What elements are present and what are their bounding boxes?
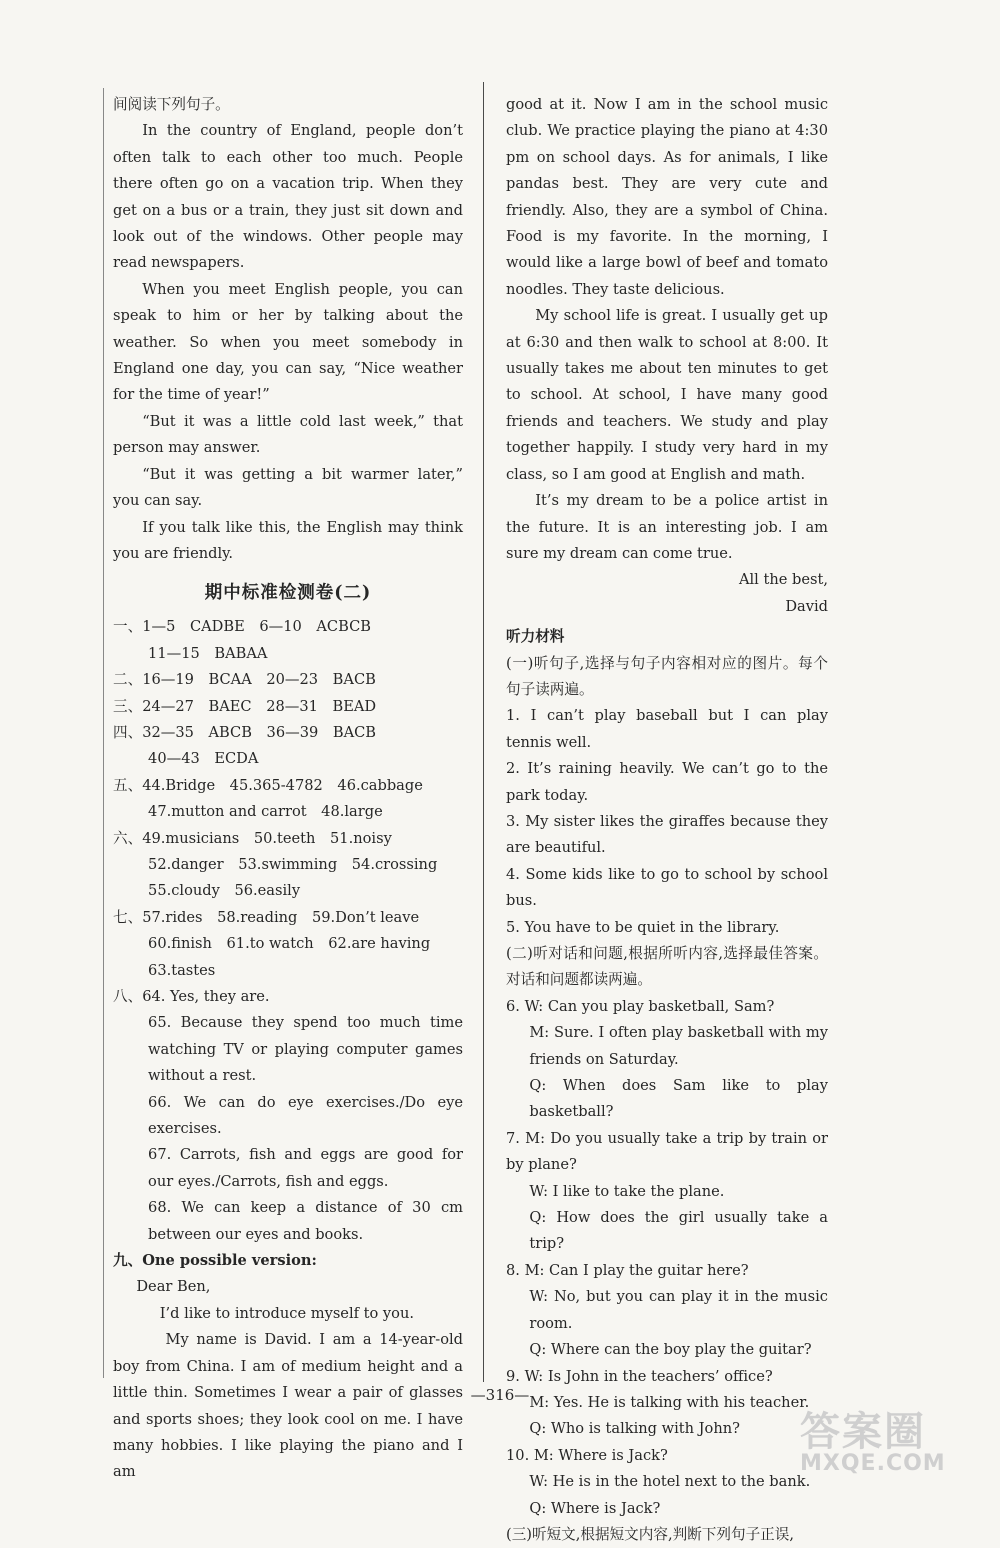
answer-line: 一、1—5 CADBE 6—10 ACBCB [113,618,371,636]
dialogue-line: W: No, but you can play it in the music room. [529,1288,828,1332]
intro-line: 间阅读下列句子。 [113,96,230,113]
passage-paragraph: In the country of England, people don’t often talk to each other too much. People there often go on a vacation trip. When they get on a bus or a train, they just sit down and look out of the windows. Other people may read newspapers. [113,122,463,272]
right-column [506,92,828,1548]
passage-paragraph: If you talk like this, the English may think you are friendly. [113,518,463,562]
listening-item: 3. My sister likes the giraffes because they are beautiful. [506,812,828,857]
answer-line: 67. Carrots, fish and eggs are good for our eyes./Carrots, fish and eggs. [148,1146,463,1190]
answer-line: 五、44.Bridge 45.365-4782 46.cabbage [113,776,423,794]
listening-item: 2. It’s raining heavily. We can’t go to the park today. [506,760,828,804]
answer-line: 六、49.musicians 50.teeth 51.noisy [113,829,392,847]
listening-title: 听力材料 [506,628,565,646]
answer-line: 60.finish 61.to watch 62.are having [148,935,431,953]
dialogue-line: M: Sure. I often play basketball with my friends on Saturday. [529,1024,828,1068]
dialogue-line: 7. M: Do you usually take a trip by train or by plane? [506,1129,828,1174]
answer-line: 三、24—27 BAEC 28—31 BEAD [113,697,377,715]
answer-line: 四、32—35 ABCB 36—39 BACB [113,723,377,741]
watermark-url: MXQE.COM [800,1451,946,1476]
answer-line: 11—15 BABAA [148,644,268,662]
passage-paragraph: When you meet English people, you can speak to him or her by talking about the weather. So when you meet somebody in England one day, you can say, “Nice weather for the time of year!” [113,280,463,404]
dialogue-line: Q: How does the girl usually take a trip? [529,1209,828,1253]
essay-signature: David [785,597,828,615]
essay-closing: All the best, [738,571,828,589]
essay-paragraph: good at it. Now I am in the school music club. We practice playing the piano at 4:30 pm on school days. As for animals, I like pandas best. They are very cute and friendly. Also, they are a symbol of China. Food is my favorite. In the morning, I would like a large bowl of beef and tomato noodles. They taste delicious. [506,96,828,298]
listening-item: 4. Some kids like to go to school by school bus. [506,865,828,910]
answer-line: 八、64. Yes, they are. [113,988,270,1005]
section-title: 期中标准检测卷(二) [204,583,372,604]
dialogue-line: M: Yes. He is talking with his teacher. [529,1393,810,1411]
answer-line: 40—43 ECDA [148,750,259,768]
answer-line: 55.cloudy 56.easily [148,882,301,900]
answer-line: 七、57.rides 58.reading 59.Don’t leave [113,908,420,926]
left-column [113,92,463,1486]
answer-line: 47.mutton and carrot 48.large [148,803,383,821]
answer-line: 68. We can keep a distance of 30 cm between our eyes and books. [148,1199,463,1243]
part1-instruction: (一)听句子,选择与句子内容相对应的图片。每个句子读两遍。 [506,654,828,698]
dialogue-line: Q: Where is Jack? [529,1499,661,1517]
watermark-logo [800,1400,946,1476]
listening-item: 5. You have to be quiet in the library. [506,918,780,936]
dialogue-line: W: He is in the hotel next to the bank. [529,1473,811,1491]
part2-instruction: (二)听对话和问题,根据所听内容,选择最佳答案。对话和问题都读两遍。 [506,945,828,989]
part3-instruction: (三)听短文,根据短文内容,判断下列句子正误, [506,1525,794,1543]
column-divider [483,82,484,1382]
dialogue-line: W: I like to take the plane. [529,1182,725,1200]
answer-line: 52.danger 53.swimming 54.crossing [148,855,438,873]
dialogue-line: 6. W: Can you play basketball, Sam? [506,997,775,1015]
answer-line: 66. We can do eye exercises./Do eye exercises. [148,1093,463,1138]
essay-line: I’d like to introduce myself to you. [159,1304,415,1322]
listening-item: 1. I can’t play baseball but I can play tennis well. [506,707,828,751]
dialogue-line: Q: Who is talking with John? [529,1420,740,1438]
watermark-text: 答案圈 [800,1409,926,1455]
dialogue-line: 10. M: Where is Jack? [506,1446,668,1464]
essay-paragraph: My name is David. I am a 14-year-old boy from China. I am of medium height and a little thin. Sometimes I wear a pair of glasses and sports shoes; they look cool on me. I have many hobbies. I like playing the piano and I am [113,1331,463,1481]
passage-paragraph: “But it was a little cold last week,” that person may answer. [113,412,463,457]
essay-paragraph: It’s my dream to be a police artist in the future. It is an interesting job. I am sure my dream can come true. [506,492,828,562]
dialogue-line: Q: Where can the boy play the guitar? [529,1341,812,1359]
passage-paragraph: “But it was getting a bit warmer later,” you can say. [113,465,463,510]
answer-line: 二、16—19 BCAA 20—23 BACB [113,671,376,689]
dialogue-line: Q: When does Sam like to play basketball? [529,1077,828,1121]
page-number: —316— [470,1386,530,1404]
essay-paragraph: My school life is great. I usually get up at 6:30 and then walk to school at 8:00. It usually takes me about ten minutes to get to school. At school, I have many good friends and teachers. We study and play together happily. I study very hard in my class, so I am good at English and math. [506,307,828,483]
essay-label: 九、One possible version: [113,1252,317,1270]
dialogue-line: 8. M: Can I play the guitar here? [506,1261,749,1279]
left-margin-rule [103,88,104,1378]
dialogue-line: 9. W: Is John in the teachers’ office? [506,1367,773,1385]
answer-line: 63.tastes [148,961,216,979]
answer-line: 65. Because they spend too much time watching TV or playing computer games without a rest. [148,1014,463,1085]
essay-greeting: Dear Ben, [136,1278,211,1296]
